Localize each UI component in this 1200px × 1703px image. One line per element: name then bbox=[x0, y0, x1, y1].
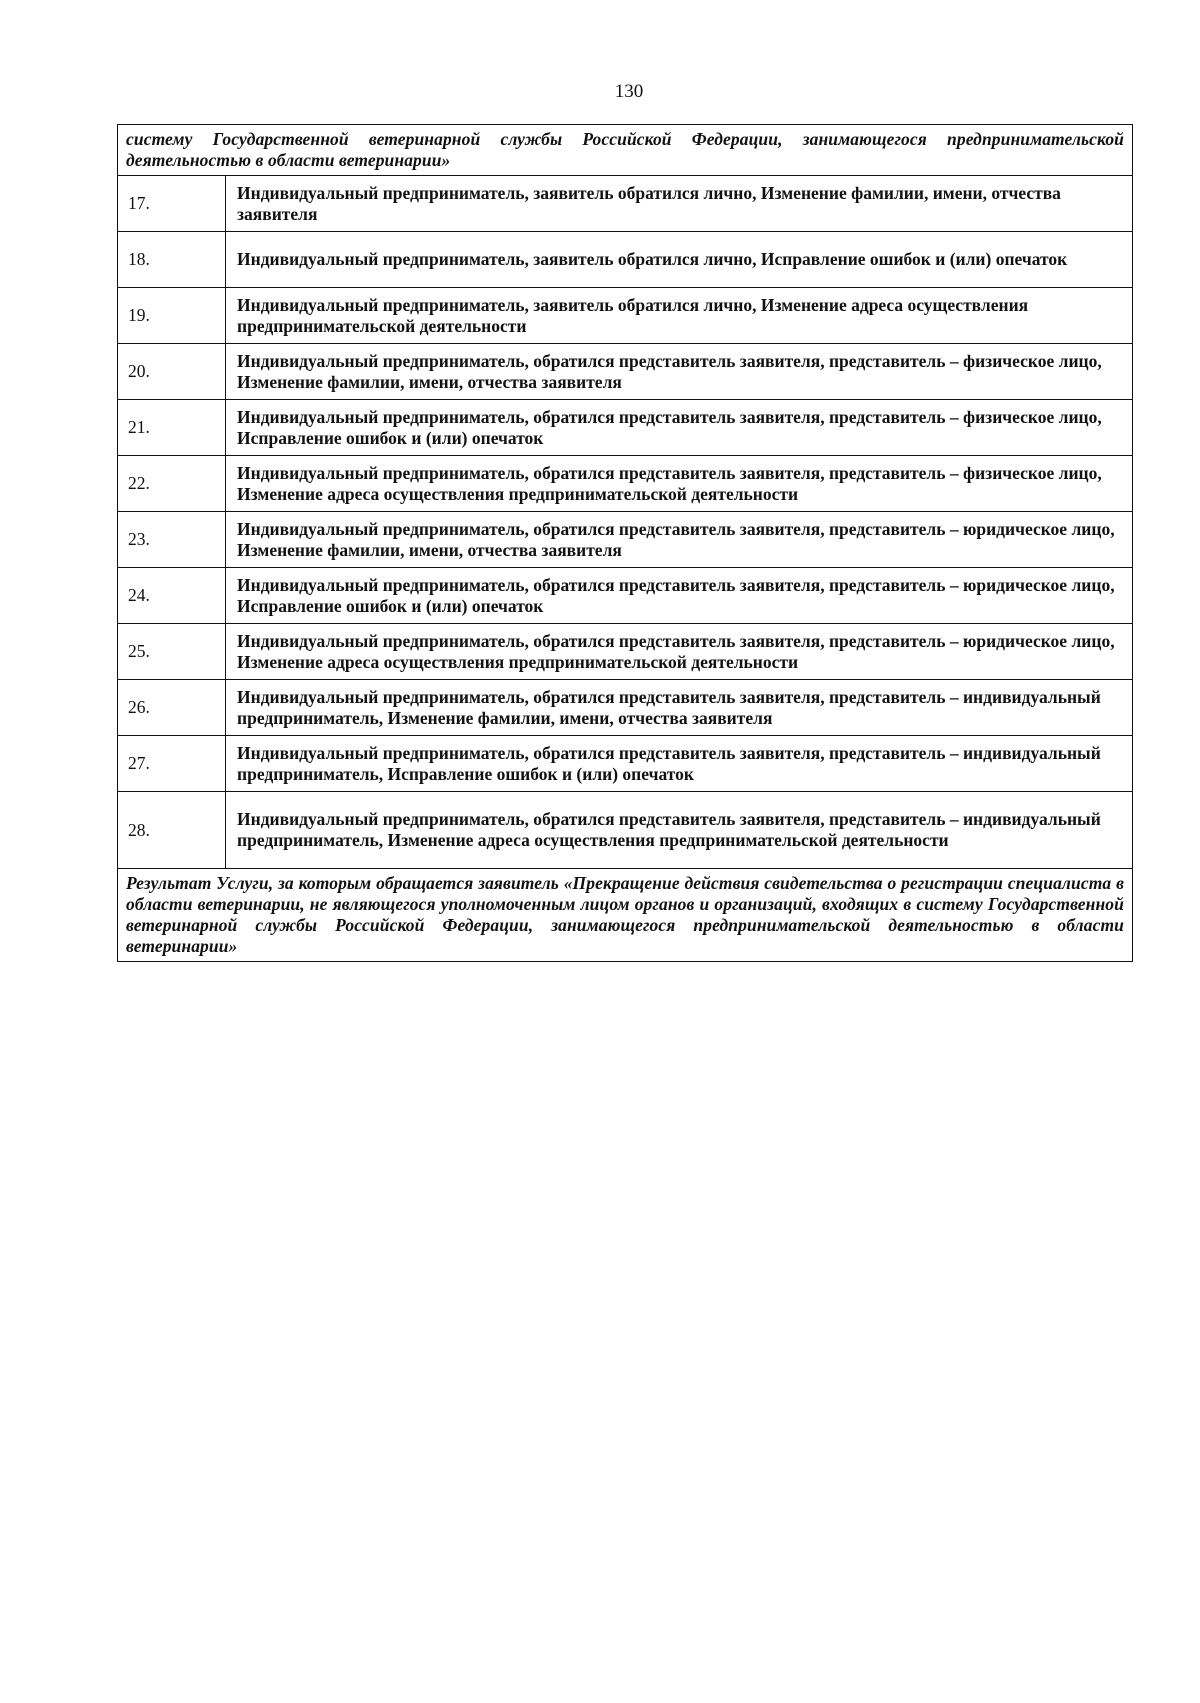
table-footer-row bbox=[118, 869, 1133, 962]
services-table bbox=[117, 124, 1133, 962]
row-number: 23. bbox=[118, 512, 226, 568]
table-row bbox=[118, 568, 1133, 624]
table-row bbox=[118, 344, 1133, 400]
row-description: Индивидуальный предприниматель, обратился представитель заявителя, представитель – физическое лицо, Исправление ошибок и (или) опечаток bbox=[226, 400, 1133, 456]
row-description: Индивидуальный предприниматель, обратился представитель заявителя, представитель – индивидуальный предприниматель, Изменение адреса осуществления предпринимательской деятельности bbox=[226, 792, 1133, 869]
row-number: 24. bbox=[118, 568, 226, 624]
table-row bbox=[118, 456, 1133, 512]
table-row bbox=[118, 176, 1133, 232]
table-footer-text: Результат Услуги, за которым обращается заявитель «Прекращение действия свидетельства о регистрации специалиста в области ветеринарии, не являющегося уполномоченным лицом органов и организаций, входящих в систему Государственной ветеринарной службы Российской Федерации, занимающегося предпринимательской деятельностью в области ветеринарии» bbox=[118, 869, 1133, 962]
table-row bbox=[118, 232, 1133, 288]
row-description: Индивидуальный предприниматель, обратился представитель заявителя, представитель – физическое лицо, Изменение фамилии, имени, отчества заявителя bbox=[226, 344, 1133, 400]
table-row bbox=[118, 792, 1133, 869]
row-description: Индивидуальный предприниматель, заявитель обратился лично, Изменение фамилии, имени, отчества заявителя bbox=[226, 176, 1133, 232]
row-number: 21. bbox=[118, 400, 226, 456]
table-row bbox=[118, 512, 1133, 568]
table-row bbox=[118, 400, 1133, 456]
table-header-row bbox=[118, 125, 1133, 176]
row-number: 19. bbox=[118, 288, 226, 344]
row-description: Индивидуальный предприниматель, обратился представитель заявителя, представитель – юридическое лицо, Изменение фамилии, имени, отчества заявителя bbox=[226, 512, 1133, 568]
row-description: Индивидуальный предприниматель, заявитель обратился лично, Изменение адреса осуществления предпринимательской деятельности bbox=[226, 288, 1133, 344]
table-row bbox=[118, 736, 1133, 792]
row-description: Индивидуальный предприниматель, обратился представитель заявителя, представитель – юридическое лицо, Изменение адреса осуществления предпринимательской деятельности bbox=[226, 624, 1133, 680]
row-description: Индивидуальный предприниматель, обратился представитель заявителя, представитель – индивидуальный предприниматель, Исправление ошибок и (или) опечаток bbox=[226, 736, 1133, 792]
row-description: Индивидуальный предприниматель, обратился представитель заявителя, представитель – юридическое лицо, Исправление ошибок и (или) опечаток bbox=[226, 568, 1133, 624]
row-number: 18. bbox=[118, 232, 226, 288]
table-header-text: систему Государственной ветеринарной службы Российской Федерации, занимающегося предпринимательской деятельностью в области ветеринарии» bbox=[118, 125, 1133, 176]
table-row bbox=[118, 624, 1133, 680]
row-number: 25. bbox=[118, 624, 226, 680]
row-description: Индивидуальный предприниматель, обратился представитель заявителя, представитель – индивидуальный предприниматель, Изменение фамилии, имени, отчества заявителя bbox=[226, 680, 1133, 736]
row-number: 28. bbox=[118, 792, 226, 869]
table-row bbox=[118, 680, 1133, 736]
row-number: 22. bbox=[118, 456, 226, 512]
row-description: Индивидуальный предприниматель, обратился представитель заявителя, представитель – физическое лицо, Изменение адреса осуществления предпринимательской деятельности bbox=[226, 456, 1133, 512]
row-number: 20. bbox=[118, 344, 226, 400]
row-number: 27. bbox=[118, 736, 226, 792]
row-description: Индивидуальный предприниматель, заявитель обратился лично, Исправление ошибок и (или) опечаток bbox=[226, 232, 1133, 288]
row-number: 17. bbox=[118, 176, 226, 232]
row-number: 26. bbox=[118, 680, 226, 736]
page-number: 130 bbox=[614, 81, 644, 102]
table-row bbox=[118, 288, 1133, 344]
